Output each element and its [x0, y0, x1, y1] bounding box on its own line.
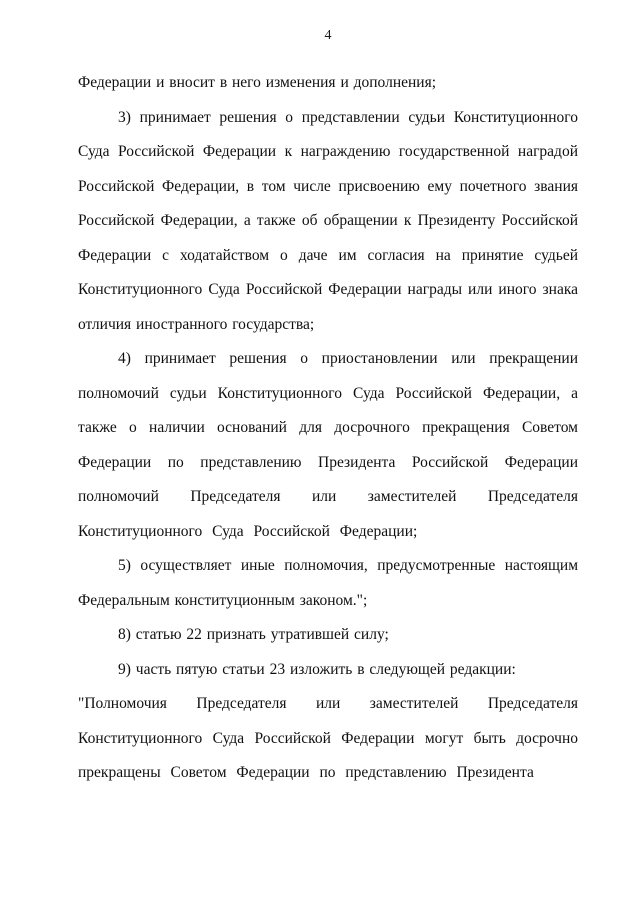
paragraph-item-9: 9) часть пятую статьи 23 изложить в следующей редакции: — [118, 660, 516, 678]
paragraph-item-4: 4) принимает решения о приостановлении или прекращении полномочий судьи Конституционного Суда Российской Федерации, а также о наличии оснований для досрочного прекращения Советом Федерации по представлению Президента Российской Федерации полномочий Председателя или заместителей Председателя Конституционного Суда Российской Федерации; — [78, 350, 578, 540]
document-body — [78, 66, 578, 791]
paragraph-continuation: Федерации и вносит в него изменения и дополнения; — [78, 74, 437, 91]
paragraph-item-8: 8) статью 22 признать утратившей силу; — [118, 626, 389, 643]
paragraph-quote: "Полномочия Председателя или заместителей Председателя Конституционного Суда Российской Федерации могут быть досрочно прекращены Советом Федерации по представлению Президента — [78, 695, 578, 781]
page-number: 4 — [324, 28, 332, 43]
paragraph-item-5: 5) осуществляет иные полномочия, предусмотренные настоящим Федеральным конституционным законом."; — [78, 557, 578, 609]
paragraph-item-3: 3) принимает решения о представлении судьи Конституционного Суда Российской Федерации к награждению государственной наградой Российской Федерации, в том числе присвоению ему почетного звания Российской Федерации, а также об обращении к Президенту Российской Федерации с ходатайством о даче им согласия на принятие судьей Конституционного Суда Российской Федерации награды или иного знака отличия иностранного государства; — [78, 108, 578, 333]
